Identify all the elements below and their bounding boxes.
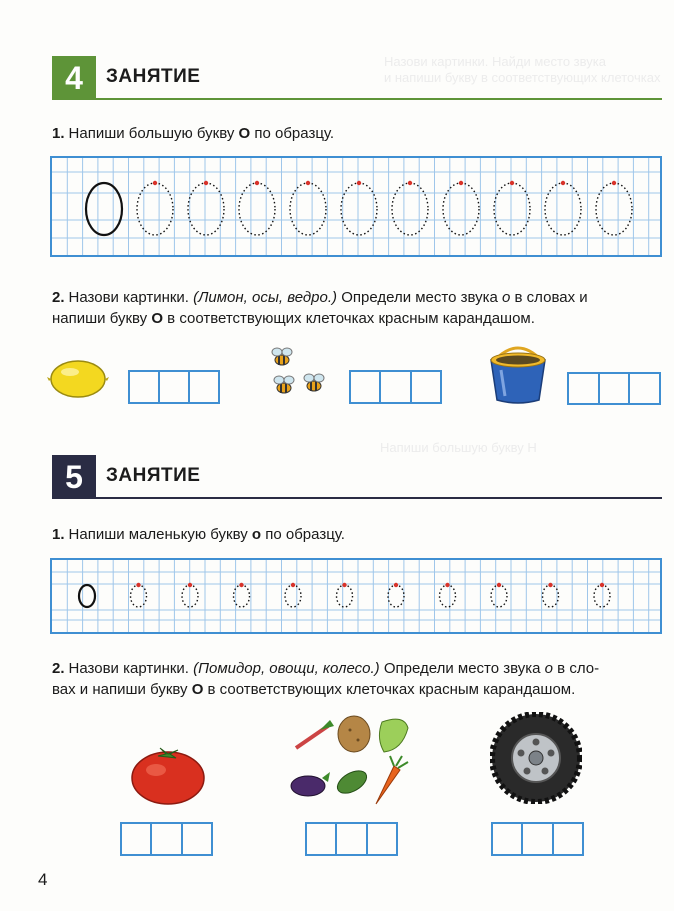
start-dot xyxy=(306,181,310,185)
task-text: в соответствующих клеточках красным карандашом. xyxy=(163,310,535,327)
task-text: Напиши большую букву xyxy=(68,125,239,142)
tracing-letter-o xyxy=(545,183,581,235)
start-dot xyxy=(445,583,449,587)
lesson-4-header xyxy=(52,56,662,100)
task-number: 1. xyxy=(52,526,65,543)
writing-grid-capital-o[interactable] xyxy=(50,156,662,257)
task-text: в сло- xyxy=(553,660,600,677)
start-dot xyxy=(136,583,140,587)
start-dot xyxy=(204,181,208,185)
answer-cell[interactable] xyxy=(307,824,337,854)
task-letter: О xyxy=(151,310,164,327)
tracing-letter-o xyxy=(337,585,353,607)
answer-cell[interactable] xyxy=(152,824,182,854)
picture-names: (Лимон, осы, ведро.) xyxy=(193,289,338,306)
task-text: Напиши маленькую букву xyxy=(68,526,252,543)
task-text: в словах и xyxy=(510,289,588,306)
tracing-letter-o xyxy=(596,183,632,235)
tracing-letter-o xyxy=(188,183,224,235)
tracing-letter-o xyxy=(443,183,479,235)
sound-letter: о xyxy=(502,289,511,306)
task-text: напиши букву xyxy=(52,310,152,327)
lesson-4-task-2 xyxy=(52,287,662,329)
tracing-letter-o xyxy=(290,183,326,235)
tracing-letter-o xyxy=(285,585,301,607)
task-number: 1. xyxy=(52,125,65,142)
task-text-end: по образцу. xyxy=(261,526,345,543)
start-dot xyxy=(600,583,604,587)
sample-letter-o xyxy=(86,183,122,235)
tracing-letter-o xyxy=(491,585,507,607)
answer-cell[interactable] xyxy=(600,374,631,403)
picture-names: (Помидор, овощи, колесо.) xyxy=(193,660,380,677)
start-dot xyxy=(291,583,295,587)
copybook-lines xyxy=(52,560,660,632)
answer-cell[interactable] xyxy=(523,824,553,854)
tracing-letter-o xyxy=(239,183,275,235)
page-number: 4 xyxy=(38,870,48,889)
answer-cell[interactable] xyxy=(337,824,367,854)
answer-cell[interactable] xyxy=(381,372,411,402)
start-dot xyxy=(561,181,565,185)
answer-boxes-lemon[interactable] xyxy=(128,370,220,404)
start-dot xyxy=(394,583,398,587)
lesson-number-badge: 4 xyxy=(52,56,96,100)
tracing-letter-o xyxy=(543,585,559,607)
start-dot xyxy=(357,181,361,185)
lesson-5-task-2 xyxy=(52,658,662,700)
bucket-icon xyxy=(483,340,553,406)
lesson-title: ЗАНЯТИЕ xyxy=(106,465,201,486)
bees-icon xyxy=(262,344,334,404)
task-text-end: по образцу. xyxy=(250,125,335,142)
vegetables-icon xyxy=(290,712,418,808)
answer-boxes-wheel[interactable] xyxy=(491,822,584,856)
start-dot xyxy=(408,181,412,185)
answer-boxes-tomato[interactable] xyxy=(120,822,213,856)
task-line-1 xyxy=(52,287,662,308)
tracing-letter-o xyxy=(440,585,456,607)
task-number: 2. xyxy=(52,660,65,677)
task-text: вах и напиши букву xyxy=(52,681,192,698)
answer-cell[interactable] xyxy=(368,824,396,854)
task-letter: о xyxy=(251,526,262,543)
lesson-number-badge: 5 xyxy=(52,455,96,499)
task-text: Назови картинки. xyxy=(68,289,194,306)
sample-letter-o xyxy=(79,585,95,607)
start-dot xyxy=(612,181,616,185)
answer-cell[interactable] xyxy=(630,374,659,403)
start-dot xyxy=(459,181,463,185)
task-line-1 xyxy=(52,658,662,679)
tracing-letter-o xyxy=(594,585,610,607)
tracing-letter-o xyxy=(341,183,377,235)
tracing-letter-o xyxy=(392,183,428,235)
start-dot xyxy=(239,583,243,587)
start-dot xyxy=(153,181,157,185)
copybook-lines xyxy=(52,158,660,255)
lemon-icon xyxy=(46,356,110,402)
writing-grid-small-o[interactable] xyxy=(50,558,662,634)
answer-cell[interactable] xyxy=(351,372,381,402)
sound-letter: о xyxy=(544,660,554,677)
tracing-letter-o xyxy=(494,183,530,235)
start-dot xyxy=(255,181,259,185)
task-text: Определи место звука xyxy=(379,660,545,677)
task-line-2 xyxy=(52,679,662,700)
wheel-icon xyxy=(490,712,582,804)
start-dot xyxy=(548,583,552,587)
answer-cell[interactable] xyxy=(493,824,523,854)
header-rule xyxy=(96,98,662,100)
answer-cell[interactable] xyxy=(412,372,440,402)
answer-cell[interactable] xyxy=(160,372,190,402)
answer-cell[interactable] xyxy=(183,824,211,854)
lesson-5-header xyxy=(52,455,662,499)
tracing-letter-o xyxy=(388,585,404,607)
answer-cell[interactable] xyxy=(569,374,600,403)
answer-boxes-vegetables[interactable] xyxy=(305,822,398,856)
start-dot xyxy=(510,181,514,185)
start-dot xyxy=(342,583,346,587)
header-rule xyxy=(96,497,662,499)
task-letter: О xyxy=(191,681,204,698)
answer-cell[interactable] xyxy=(554,824,582,854)
lesson-5-task-1 xyxy=(52,524,662,545)
task-text: в соответствующих клеточках красным карандашом. xyxy=(203,681,576,698)
tracing-letter-o xyxy=(137,183,173,235)
lesson-4-task-1 xyxy=(52,123,662,144)
task-number: 2. xyxy=(52,289,65,306)
task-line-2 xyxy=(52,308,662,329)
task-text: Назови картинки. xyxy=(68,660,194,677)
answer-cell[interactable] xyxy=(190,372,218,402)
start-dot xyxy=(188,583,192,587)
answer-cell[interactable] xyxy=(122,824,152,854)
task-letter: О xyxy=(238,125,251,142)
answer-boxes-bees[interactable] xyxy=(349,370,442,404)
answer-cell[interactable] xyxy=(130,372,160,402)
tomato-icon xyxy=(128,742,208,806)
task-text: Определи место звука xyxy=(337,289,503,306)
start-dot xyxy=(497,583,501,587)
lesson-title: ЗАНЯТИЕ xyxy=(106,66,201,87)
answer-boxes-bucket[interactable] xyxy=(567,372,661,405)
